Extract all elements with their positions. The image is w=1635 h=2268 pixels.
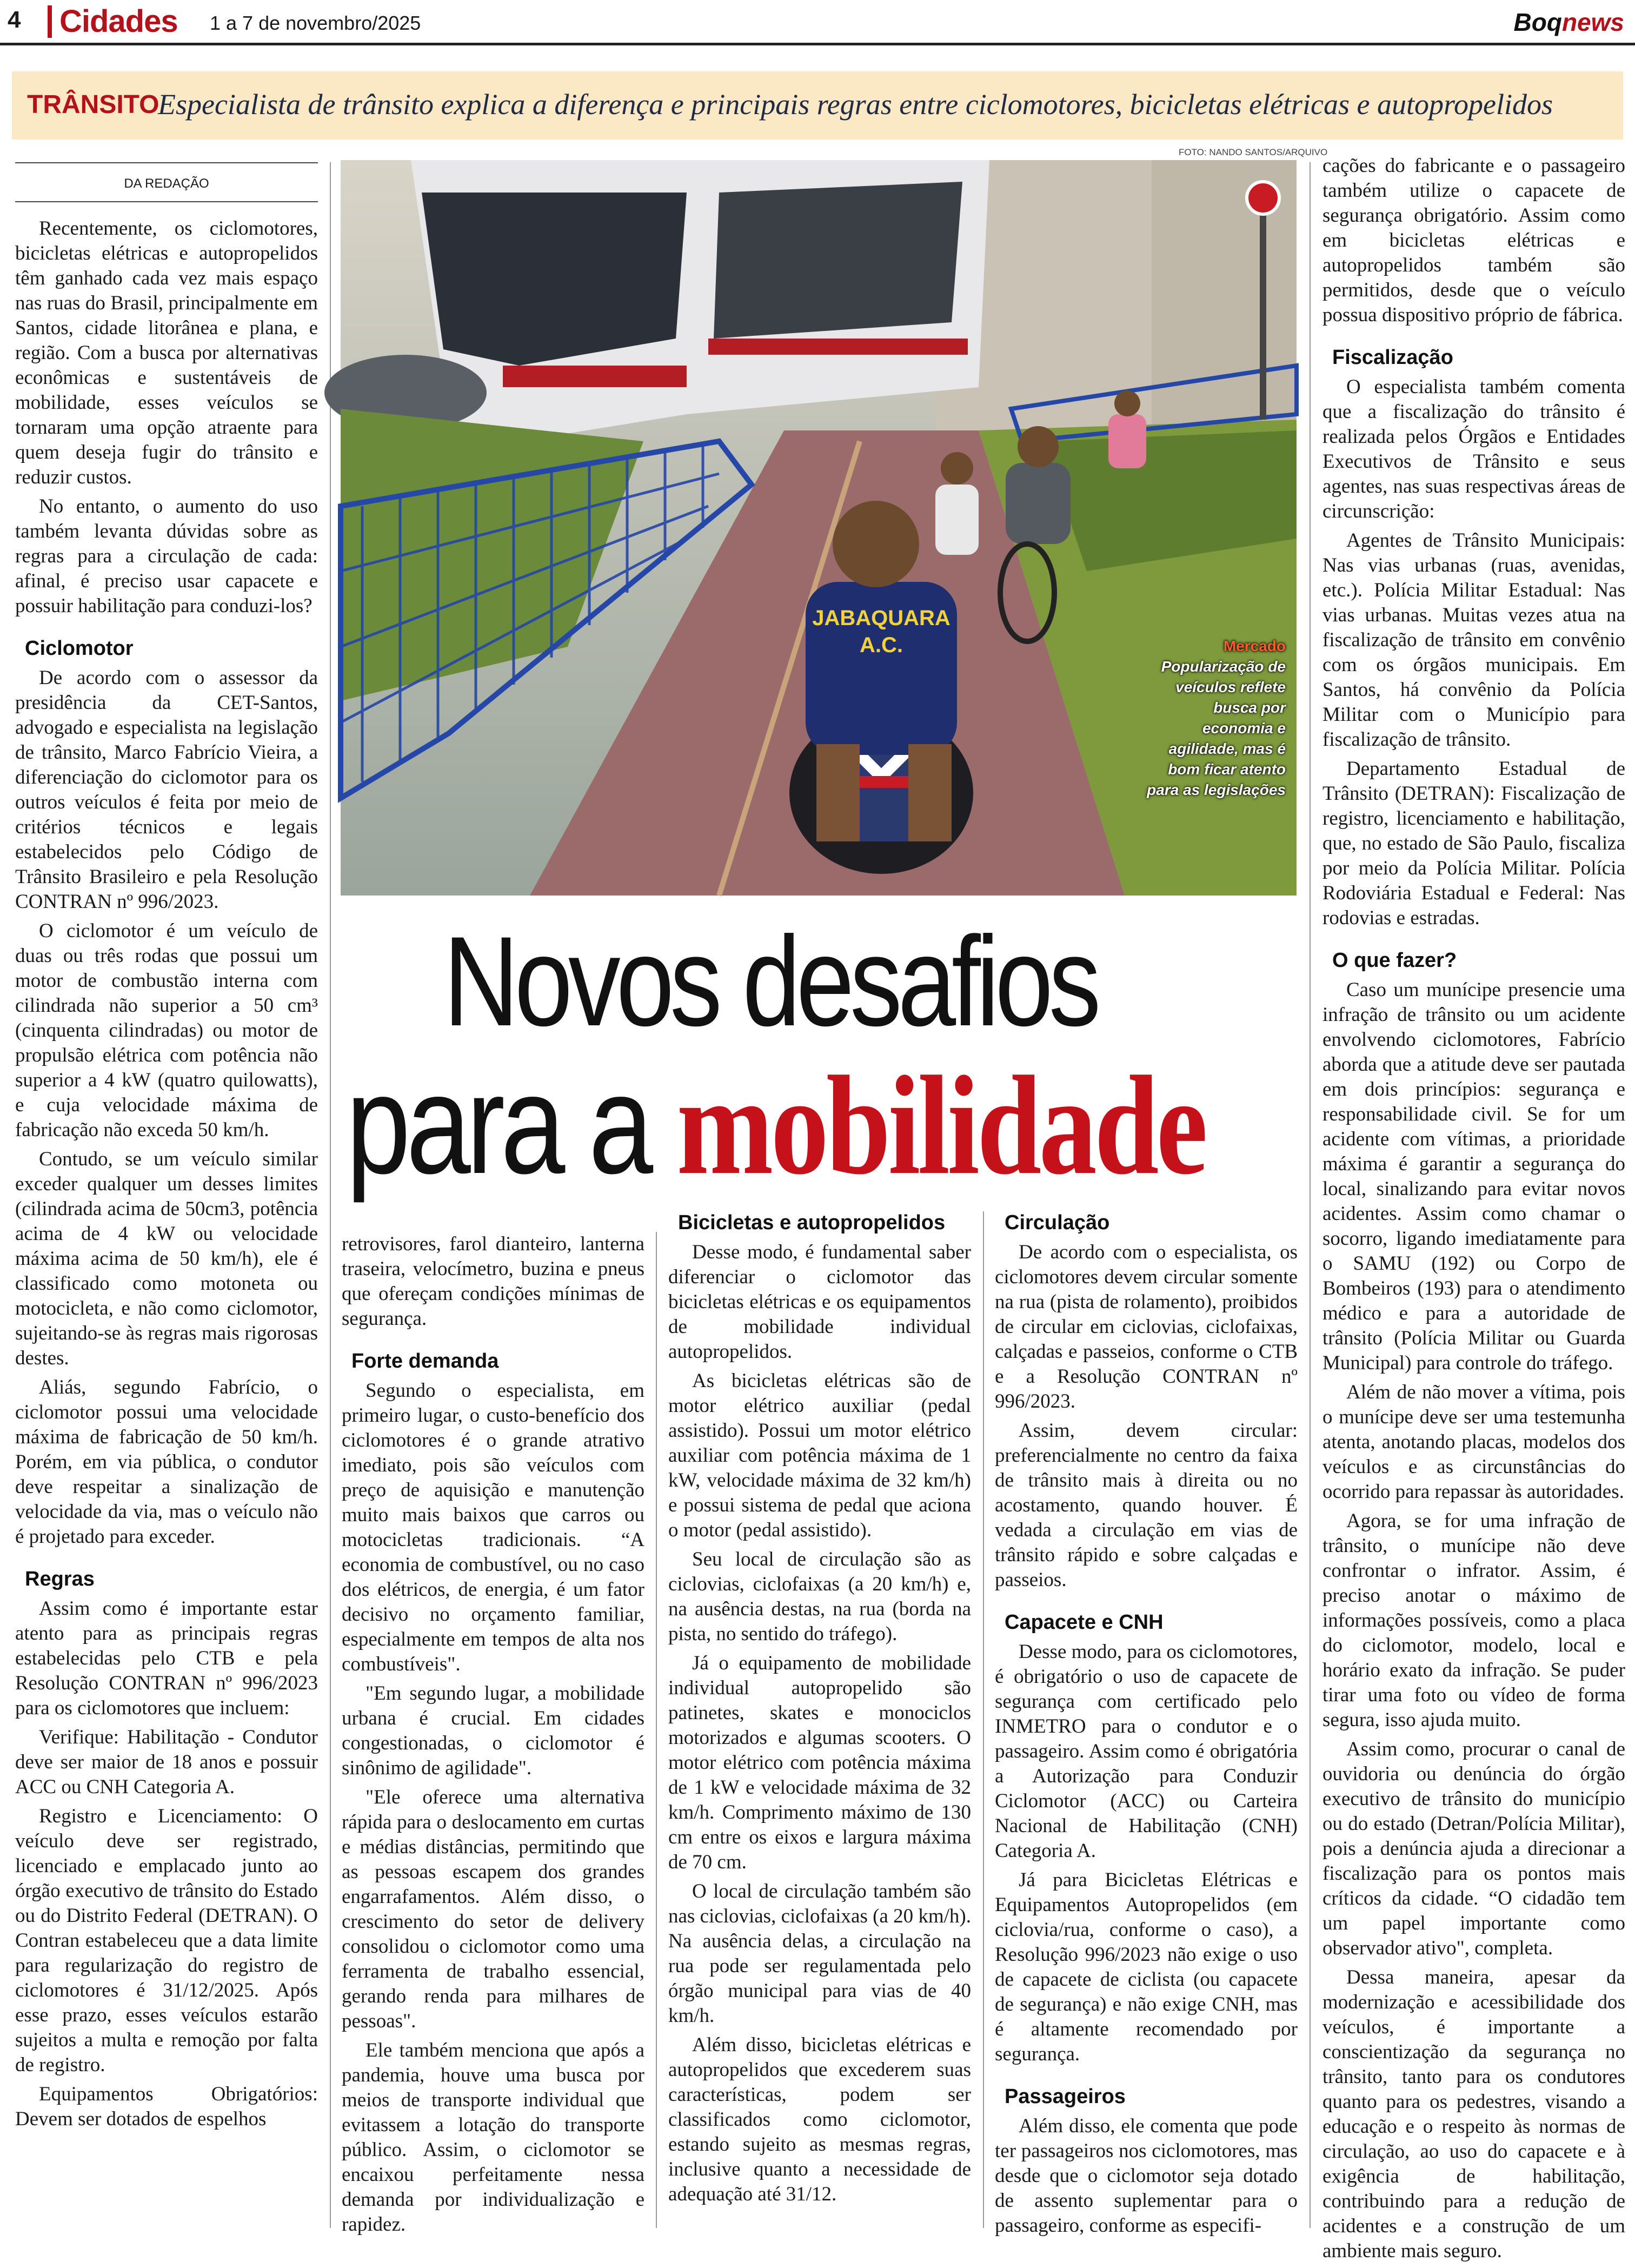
subheading: O que fazer? [1332,949,1457,972]
column-rule [656,1232,657,2228]
header-divider [48,5,52,38]
photo-caption [1140,636,1286,800]
kicker: TRÂNSITO [27,90,159,119]
paragraph: Seu local de circulação são as ciclovias, ciclofaixas (a 20 km/h) e, na ausência destas, na rua (borda na pista, no sentido do tráfego). [668,1548,971,1645]
byline-rule [15,162,318,163]
column-3 [668,1211,971,2211]
deck: Especialista de trânsito explica a diferença e principais regras entre ciclomotores, bicicletas elétricas e autopropelidos [158,88,1553,121]
subheading: Circulação [1005,1211,1110,1234]
paragraph: Recentemente, os ciclomotores, bicicletas elétricas e autopropelidos têm ganhado cada vez mais espaço nas ruas do Brasil, principalmente em Santos, cidade litorânea e plana, e região. Com a busca por alternativas econômicas e sustentáveis de mobilidade, esses veículos se tornaram uma opção atraente para quem deseja fugir do trânsito e reduzir custos. [15,217,318,488]
column-2 [342,1232,644,2242]
paragraph: O especialista também comenta que a fiscalização do trânsito é realizada pelos Órgãos e Entidades Executivos de Trânsito e seus agentes, nas suas respectivas áreas de circunscrição: [1322,376,1625,522]
byline-rule [15,201,318,202]
subhead-band [12,71,1623,140]
subheading: Passageiros [1005,2085,1126,2108]
section-title: Cidades [59,4,178,39]
headline-prefix: para a [346,1045,649,1203]
subheading: Bicicletas e autopropelidos [678,1211,946,1234]
paragraph: Contudo, se um veículo similar exceder qualquer um desses limites (cilindrada acima de 50cm3, potência acima de 4 kW ou velocidade máxima acima de 50 km/h), ele é classificado como motoneta ou motocicleta, e não como ciclomotor, sujeitando-se às regras mais rigorosas destes. [15,1148,318,1369]
subheading: Ciclomotor [25,637,134,660]
byline: DA REDAÇÃO [124,176,209,191]
paragraph: "Em segundo lugar, a mobilidade urbana é crucial. Em cidades congestionadas, o ciclomotor é sinônimo de agilidade". [342,1682,644,1779]
paragraph: Dessa maneira, apesar da modernização e acessibilidade dos veículos, é importante a conscientização da segurança no trânsito, tanto para os condutores quanto para os pedestres, visando a educação e o respeito às normas de circulação, ao uso do capacete e à exigência de habilitação, contribuindo para a redução de acidentes e a construção de um ambiente mais seguro. [1322,1966,1625,2262]
paragraph: De acordo com o especialista, os ciclomotores devem circular somente na rua (pista de rolamento), proibidos de circular em ciclovias, ciclofaixas, calçadas e passeios, conforme o CTB e a Resolução CONTRAN nº 996/2023. [995,1241,1298,1412]
paragraph: Aliás, segundo Fabrício, o ciclomotor possui uma velocidade máxima de fabricação de 50 km/h. Porém, em via pública, o condutor deve respeitar a sinalização de velocidade da via, mas o veículo não é projetado para exceder. [15,1376,318,1548]
column-5 [1322,154,1625,2268]
paragraph: Assim como é importante estar atento para as principais regras estabelecidas pelo CTB e pela Resolução CONTRAN nº 996/2023 para os ciclomotores que incluem: [15,1597,318,1719]
photo-credit: FOTO: NANDO SANTOS/ARQUIVO [1179,147,1328,157]
subheading: Capacete e CNH [1005,1611,1164,1634]
paragraph: Desse modo, é fundamental saber diferenciar o ciclomotor das bicicletas elétricas e os equipamentos de mobilidade individual autopropelidos. [668,1241,971,1363]
page-header [0,0,1635,45]
paragraph: Assim como, procurar o canal de ouvidoria ou denúncia do órgão executivo de trânsito do município ou do estado (Detran/Polícia Militar), pois a denúncia ajuda a direcionar a fiscalização para os pontos mais críticos da cidade. “O cidadão tem um papel importante como observador ativo", completa. [1322,1738,1625,1959]
column-1 [15,216,318,2136]
paragraph: Já para Bicicletas Elétricas e Equipamentos Autopropelidos (em ciclovia/rua, conforme o caso), a Resolução 996/2023 não exige o uso de capacete de ciclista (ou capacete de segurança) e não exige CNH, mas é altamente recomendado por segurança. [995,1869,1298,2065]
column-4 [995,1211,1298,2243]
paragraph: As bicicletas elétricas são de motor elétrico auxiliar (pedal assistido). Possui um motor elétrico auxiliar com potência máxima de 1 kW, velocidade máxima de 32 km/h) e possui sistema de pedal que aciona o motor (pedal assistido). [668,1370,971,1541]
paragraph: retrovisores, farol dianteiro, lanterna traseira, velocímetro, buzina e pneus que ofereçam condições mínimas de segurança. [342,1233,644,1330]
paragraph: De acordo com o assessor da presidência da CET-Santos, advogado e especialista na legislação de trânsito, Marco Fabrício Vieira, a diferenciação do ciclomotor para os outros veículos é feita por meio de critérios técnicos e legais estabelecidos pelo Código de Trânsito Brasileiro e pela Resolução CONTRAN nº 996/2023. [15,667,318,913]
paragraph: Segundo o especialista, em primeiro lugar, o custo-benefício dos ciclomotores é o grande atrativo imediato, pois são veículos com preço de aquisição e manutenção muito mais baixos que carros ou motocicletas tradicionais. “A economia de combustível, ou no caso dos elétricos, de energia, é um fator decisivo no orçamento familiar, especialmente em tempos de alta nos combustíveis". [342,1380,644,1675]
paragraph: Departamento Estadual de Trânsito (DETRAN): Fiscalização de registro, licenciamento e habilitação, que, no estado de São Paulo, fiscaliza por meio da Polícia Militar. Polícia Rodoviária Estadual e Federal: Nas rodovias e estradas. [1322,758,1625,929]
paragraph: Agentes de Trânsito Municipais: Nas vias urbanas (ruas, avenidas, etc.). Polícia Militar Estadual: Nas vias urbanas. Muitas vezes atua na fiscalização de trânsito em convênio com os órgãos municipais. Em Santos, há convênio da Polícia Militar com o Município para fiscalização de trânsito. [1322,529,1625,751]
headline-emphasis: mobilidade [676,1047,1205,1204]
headline-line-1: Novos desafios [443,910,1097,1053]
paragraph: O local de circulação também são nas ciclovias, ciclofaixas (a 20 km/h). Na ausência delas, a circulação na rua pode ser regulamentada pelo órgão municipal para vias de 40 km/h. [668,1880,971,2027]
paragraph: Além disso, bicicletas elétricas e autopropelidos que excederem suas características, podem ser classificados como ciclomotor, estando sujeito as mesmas regras, inclusive quanto a necessidade de adequação até 31/12. [668,2034,971,2205]
paragraph: Caso um munícipe presencie uma infração de trânsito ou um acidente envolvendo ciclomotores, Fabrício aborda que a atitude deve ser pautada em dois princípios: segurança e responsabilidade civil. Se for um acidente com vítimas, a prioridade máxima é garantir a segurança do local, sinalizando para evitar novos acidentes. Assim como chamar o socorro, ligando imediatamente para o SAMU (192) ou Corpo de Bombeiros (193) para o atendimento médico e para a autoridade de trânsito (Polícia Militar ou Guarda Municipal) para controle do tráfego. [1322,979,1625,1374]
brand-logo: Boqnews [1513,8,1624,36]
column-rule [983,1211,984,2228]
paragraph: Já o equipamento de mobilidade individual autopropelido são patinetes, skates e monociclos motorizados e algumas scooters. O motor elétrico com potência máxima de 1 kW e velocidade máxima de 32 km/h. Comprimento máximo de 130 cm entre os eixos e largura máxima de 70 cm. [668,1652,971,1873]
paragraph: Verifique: Habilitação - Condutor deve ser maior de 18 anos e possuir ACC ou CNH Categoria A. [15,1726,318,1798]
paragraph: Além de não mover a vítima, pois o munícipe deve ser uma testemunha atenta, anotando placas, modelos dos veículos e as circunstâncias do ocorrido para repassar às autoridades. [1322,1381,1625,1503]
paragraph: Registro e Licenciamento: O veículo deve ser registrado, licenciado e emplacado junto ao órgão executivo de trânsito do Estado ou do Distrito Federal (DETRAN). O Contran estabeleceu que a data limite para regularização do registro de ciclomotores é 31/12/2025. Após esse prazo, esses veículos estarão sujeitos a multa e remoção por falta de registro. [15,1805,318,2076]
svg-text:A.C.: A.C. [860,633,903,657]
column-rule [330,162,331,2228]
svg-text:JABAQUARA: JABAQUARA [812,606,951,630]
caption-title: Mercado [1223,638,1286,654]
column-rule [1310,162,1311,2228]
subheading: Fiscalização [1332,346,1453,369]
article-photo [341,160,1297,896]
paragraph: cações do fabricante e o passageiro também utilize o capacete de segurança obrigatório. Assim como em bicicletas elétricas e autopropelidos também são permitidos, desde que o veículo possua dispositivo próprio de fábrica. [1322,155,1625,326]
paragraph: O ciclomotor é um veículo de duas ou três rodas que possui um motor de combustão interna com cilindrada não superior a 50 cm³ (cinquenta cilindradas) ou motor de propulsão elétrica com potência não superior a 4 kW (quatro quilowatts), e cuja velocidade máxima de fabricação não exceda 50 km/h. [15,920,318,1141]
subheading: Forte demanda [351,1350,499,1372]
paragraph: No entanto, o aumento do uso também levanta dúvidas sobre as regras para a circulação de cada: afinal, é preciso usar capacete e possuir habilitação para conduzi-los? [15,495,318,617]
paragraph: Desse modo, para os ciclomotores, é obrigatório o uso de capacete de segurança com certificado pelo INMETRO para o condutor e o passageiro. Assim como é obrigatória a Autorização para Conduzir Ciclomotor (ACC) ou Carteira Nacional de Habilitação (CNH) Categoria A. [995,1641,1298,1862]
paragraph: Além disso, ele comenta que pode ter passageiros nos ciclomotores, mas desde que o ciclomotor seja dotado de assento suplementar para o passageiro, conforme as especifi- [995,2115,1298,2237]
paragraph: Equipamentos Obrigatórios: Devem ser dotados de espelhos [15,2083,318,2130]
caption-text: Popularização de veículos reflete busca por economia e agilidade, mas é bom ficar atento para as legislações [1147,658,1286,798]
page-number: 4 [8,6,21,33]
paragraph: Ele também menciona que após a pandemia, houve uma busca por meios de transporte individual que evitassem a lotação do transporte público. Assim, o ciclomotor se encaixou perfeitamente nessa demanda por individualização e rapidez. [342,2039,644,2236]
subheading: Regras [25,1568,95,1590]
paragraph: Assim, devem circular: preferencialmente no centro da faixa de trânsito mais à direita ou no acostamento, quando houver. É vedada a circulação em vias de trânsito rápido e sobre calçadas e passeios. [995,1420,1298,1591]
issue-date: 1 a 7 de novembro/2025 [210,12,421,34]
paragraph: Agora, se for uma infração de trânsito, o munícipe não deve confrontar o infrator. Assim, é preciso anotar o máximo de informações possíveis, como a placa do ciclomotor, modelo, local e horário exato da infração. Se puder tirar uma foto ou vídeo de forma segura, isso ajuda muito. [1322,1510,1625,1731]
headline-line-2 [346,1045,1205,1204]
paragraph: "Ele oferece uma alternativa rápida para o deslocamento em curtas e médias distâncias, permitindo que as pessoas escapem dos grandes engarrafamentos. Além disso, o crescimento do setor de delivery consolidou o ciclomotor como uma ferramenta de trabalho essencial, gerando renda para milhares de pessoas". [342,1786,644,2032]
